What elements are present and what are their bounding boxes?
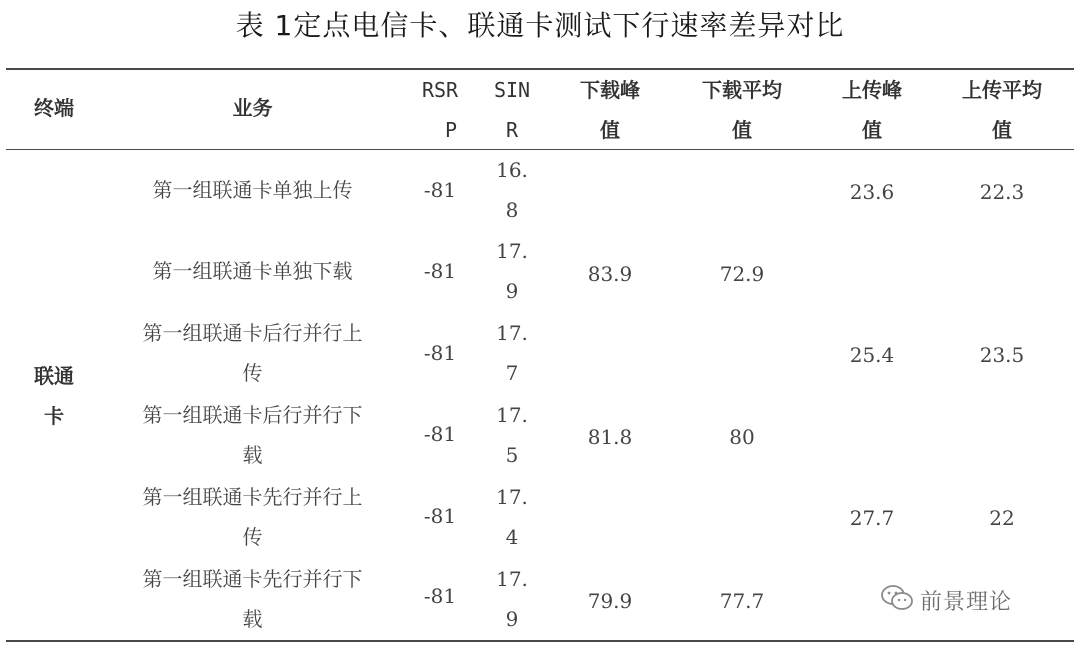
upload-average-value: 22 (989, 506, 1015, 530)
header-service: 业务 (232, 96, 273, 120)
service-cell: 第一组联通卡先行并行上 传 (142, 485, 363, 549)
header-download-average: 下载平均 值 (702, 78, 782, 142)
header-download-peak: 下载峰 值 (580, 78, 640, 142)
table-bottom-rule (6, 640, 1074, 642)
header-upload-average: 上传平均 值 (962, 78, 1042, 142)
upload-peak-value: 25.4 (849, 343, 895, 367)
sinr-cell: 17. 4 (496, 485, 528, 549)
sinr-cell: 16. 8 (496, 158, 528, 222)
download-peak-value: 81.8 (587, 425, 633, 449)
rsrp-cell: -81 (423, 504, 457, 528)
sinr-cell: 17. 9 (496, 567, 528, 631)
header-rsrp: RSR P (421, 78, 459, 142)
sinr-cell: 17. 7 (496, 321, 528, 385)
service-cell: 第一组联通卡先行并行下 载 (142, 567, 363, 631)
service-cell: 第一组联通卡单独下载 (152, 259, 353, 283)
download-peak-value: 79.9 (587, 589, 633, 613)
watermark (880, 580, 1060, 620)
upload-average-value: 22.3 (979, 180, 1025, 204)
terminal-cell: 联通 卡 (34, 364, 74, 428)
header-sinr: SIN R (493, 78, 531, 142)
sinr-cell: 17. 9 (496, 239, 528, 303)
rsrp-cell: -81 (423, 259, 457, 283)
table-caption: 表 1定点电信卡、联通卡测试下行速率差异对比 (235, 9, 845, 42)
rsrp-cell: -81 (423, 584, 457, 608)
wechat-icon (880, 583, 914, 617)
upload-peak-value: 27.7 (849, 506, 895, 530)
rsrp-cell: -81 (423, 178, 457, 202)
service-cell: 第一组联通卡单独上传 (152, 178, 353, 202)
download-average-value: 80 (729, 425, 755, 449)
rsrp-cell: -81 (423, 422, 457, 446)
upload-average-value: 23.5 (979, 343, 1025, 367)
rsrp-cell: -81 (423, 341, 457, 365)
download-peak-value: 83.9 (587, 262, 633, 286)
header-terminal: 终端 (34, 96, 74, 120)
watermark-text: 前景理论 (920, 589, 1013, 615)
service-cell: 第一组联通卡后行并行下 载 (142, 403, 363, 467)
upload-peak-value: 23.6 (849, 180, 895, 204)
sinr-cell: 17. 5 (496, 403, 528, 467)
header-upload-peak: 上传峰 值 (842, 78, 902, 142)
download-average-value: 77.7 (719, 589, 765, 613)
service-cell: 第一组联通卡后行并行上 传 (142, 321, 363, 385)
download-average-value: 72.9 (719, 262, 765, 286)
